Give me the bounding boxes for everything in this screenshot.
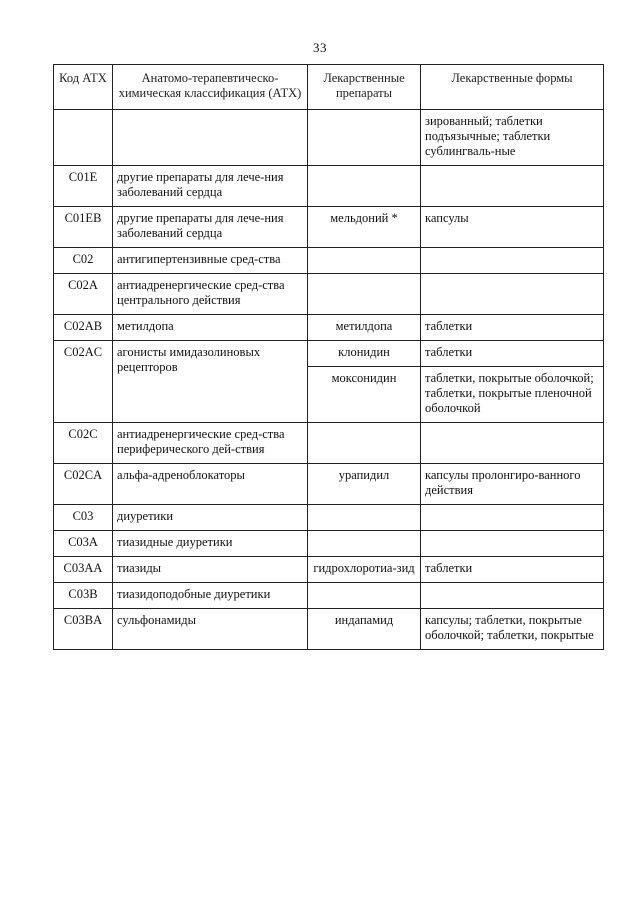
table-row — [54, 166, 604, 207]
table-row — [54, 423, 604, 464]
dosage-form-cell: капсулы; таблетки, покрытые оболочкой; таблетки, покрытые — [421, 609, 604, 650]
header-atc-classification: Анатомо-терапевтическо-химическая классификация (АТХ) — [113, 65, 308, 110]
atc-code-cell: C03AA — [54, 557, 113, 583]
atc-classification-cell: тиазидоподобные диуретики — [113, 583, 308, 609]
dosage-form-cell: таблетки — [421, 557, 604, 583]
drug-name-cell: клонидин — [308, 341, 421, 367]
atc-classification-cell: метилдопа — [113, 315, 308, 341]
atc-classification-cell: сульфонамиды — [113, 609, 308, 650]
atc-code-cell: C01EB — [54, 207, 113, 248]
dosage-form-cell — [421, 583, 604, 609]
drug-name-cell — [308, 583, 421, 609]
table-row — [54, 315, 604, 341]
drug-name-cell: метилдопа — [308, 315, 421, 341]
dosage-form-cell: зированный; таблетки подъязычные; таблетки сублингваль-ные — [421, 110, 604, 166]
table-row — [54, 110, 604, 166]
table-row — [54, 248, 604, 274]
header-drugs: Лекарственные препараты — [308, 65, 421, 110]
dosage-form-cell — [421, 423, 604, 464]
dosage-form-cell: таблетки — [421, 315, 604, 341]
table-header-row — [54, 65, 604, 110]
drug-name-cell — [308, 531, 421, 557]
atc-code-cell: C03BA — [54, 609, 113, 650]
dosage-form-cell — [421, 274, 604, 315]
atc-classification-cell: антиадренергические сред-ства периферического дей-ствия — [113, 423, 308, 464]
table-row — [54, 557, 604, 583]
dosage-form-cell — [421, 166, 604, 207]
atc-drug-table — [53, 64, 604, 650]
drug-name-cell: индапамид — [308, 609, 421, 650]
atc-code-cell: C03A — [54, 531, 113, 557]
drug-name-cell — [308, 505, 421, 531]
dosage-form-cell — [421, 505, 604, 531]
atc-code-cell: C03B — [54, 583, 113, 609]
table-body — [54, 110, 604, 650]
atc-code-cell — [54, 110, 113, 166]
atc-code-cell: C02AC — [54, 341, 113, 423]
atc-code-cell: C01E — [54, 166, 113, 207]
header-dosage-forms: Лекарственные формы — [421, 65, 604, 110]
dosage-form-cell — [421, 531, 604, 557]
drug-name-cell — [308, 274, 421, 315]
atc-classification-cell: другие препараты для лече-ния заболеваний сердца — [113, 207, 308, 248]
table-row — [54, 274, 604, 315]
atc-classification-cell: альфа-адреноблокаторы — [113, 464, 308, 505]
atc-classification-cell: диуретики — [113, 505, 308, 531]
drug-name-cell — [308, 248, 421, 274]
page-number: 33 — [313, 40, 327, 55]
dosage-form-cell: капсулы пролонгиро-ванного действия — [421, 464, 604, 505]
drug-name-cell: урапидил — [308, 464, 421, 505]
atc-code-cell: C02A — [54, 274, 113, 315]
drug-name-cell: моксонидин — [308, 367, 421, 423]
table-row — [54, 583, 604, 609]
atc-code-cell: C02AB — [54, 315, 113, 341]
atc-classification-cell: тиазидные диуретики — [113, 531, 308, 557]
atc-classification-cell — [113, 110, 308, 166]
drug-name-cell: мельдоний * — [308, 207, 421, 248]
atc-code-cell: C02C — [54, 423, 113, 464]
dosage-form-cell: таблетки, покрытые оболочкой; таблетки, покрытые пленочной оболочкой — [421, 367, 604, 423]
drug-name-cell: гидрохлоротиа-зид — [308, 557, 421, 583]
atc-classification-cell: другие препараты для лече-ния заболеваний сердца — [113, 166, 308, 207]
header-atc-code: Код АТХ — [54, 65, 113, 110]
atc-classification-cell: антигипертензивные сред-ства — [113, 248, 308, 274]
atc-code-cell: C03 — [54, 505, 113, 531]
atc-classification-cell: антиадренергические сред-ства центрального действия — [113, 274, 308, 315]
dosage-form-cell: капсулы — [421, 207, 604, 248]
drug-name-cell — [308, 423, 421, 464]
table-row — [54, 531, 604, 557]
dosage-form-cell — [421, 248, 604, 274]
table-row — [54, 341, 604, 367]
table-row — [54, 207, 604, 248]
atc-code-cell: C02CA — [54, 464, 113, 505]
drug-name-cell — [308, 110, 421, 166]
atc-classification-cell: тиазиды — [113, 557, 308, 583]
dosage-form-cell: таблетки — [421, 341, 604, 367]
table-row — [54, 464, 604, 505]
table-row — [54, 505, 604, 531]
atc-classification-cell: агонисты имидазолиновых рецепторов — [113, 341, 308, 423]
drug-name-cell — [308, 166, 421, 207]
atc-code-cell: C02 — [54, 248, 113, 274]
table-row — [54, 609, 604, 650]
